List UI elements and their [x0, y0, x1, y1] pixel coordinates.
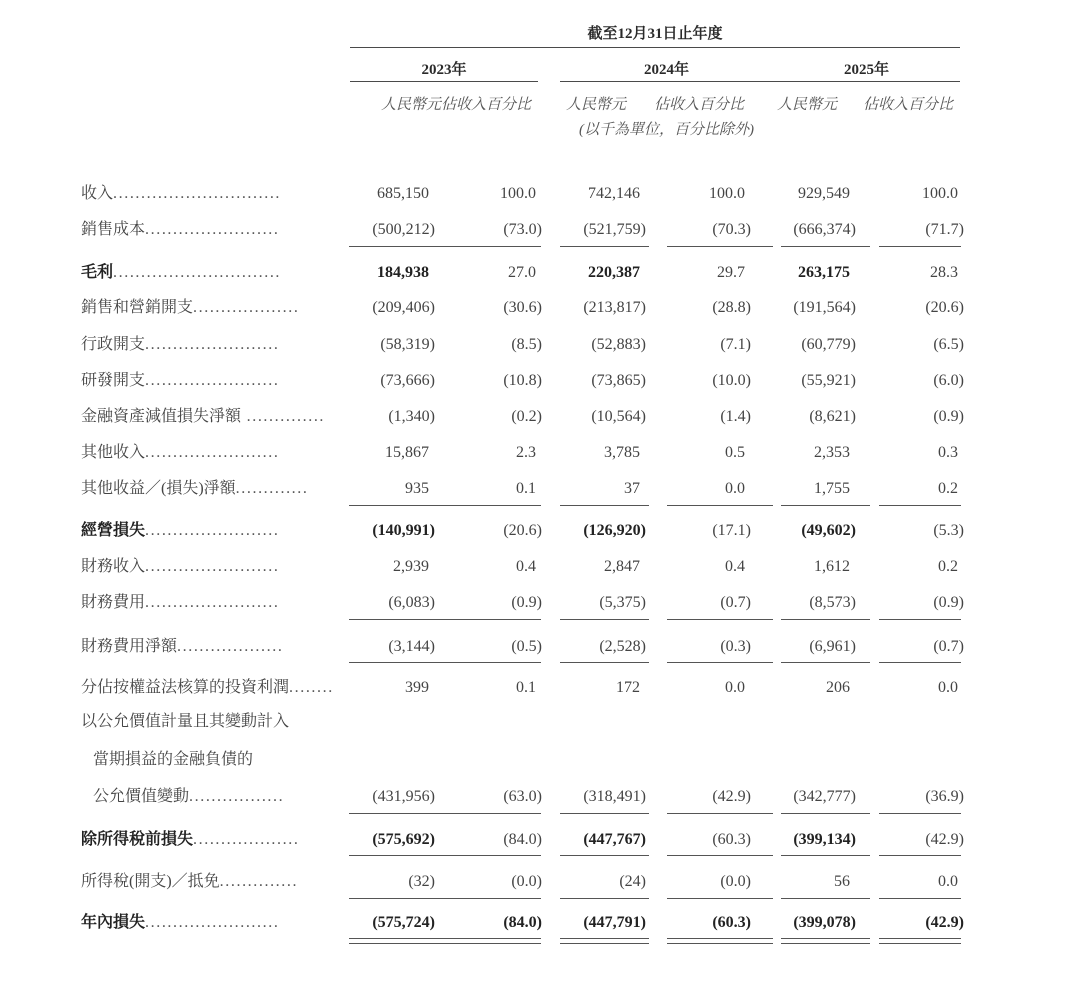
row-label	[81, 184, 323, 204]
subtotal-underline	[879, 813, 961, 814]
row-label	[81, 637, 323, 657]
cell-rmb-2024: (447,767)	[583, 831, 646, 848]
row-label-text: 財務費用	[81, 594, 146, 611]
cell-pct-2025: (71.7)	[925, 221, 964, 238]
cell-rmb-2023: (575,724)	[372, 914, 435, 931]
col-pct-2025: 佔收入百分比	[862, 97, 953, 113]
leader-dots: ..............................	[113, 264, 282, 281]
leader-dots: ........................	[145, 914, 280, 931]
subtotal-underline	[879, 246, 961, 247]
cell-pct-2025: 100.0	[922, 185, 958, 202]
col-rmb-2024: 人民幣元	[565, 97, 626, 113]
cell-rmb-2025: 929,549	[798, 185, 850, 202]
cell-pct-2025: 0.2	[938, 480, 958, 497]
cell-pct-2024: (0.7)	[720, 594, 751, 611]
cell-rmb-2023: (431,956)	[372, 788, 435, 805]
row-label-text: 分佔按權益法核算的投資利潤	[81, 679, 290, 696]
cell-rmb-2025: (6,961)	[809, 638, 856, 655]
year-2023-rule	[350, 81, 538, 82]
cell-rmb-2023: (3,144)	[388, 638, 435, 655]
cell-rmb-2023: (1,340)	[388, 408, 435, 425]
cell-pct-2024: (70.3)	[712, 221, 751, 238]
row-label-text: 以公允價值計量且其變動計入	[81, 713, 290, 730]
row-label	[93, 787, 335, 807]
cell-pct-2023: (0.0)	[511, 873, 542, 890]
cell-pct-2023: (84.0)	[503, 831, 542, 848]
cell-pct-2023: 0.1	[516, 679, 536, 696]
cell-rmb-2023: (58,319)	[380, 336, 435, 353]
cell-rmb-2025: (49,602)	[801, 522, 856, 539]
cell-rmb-2023: (140,991)	[372, 522, 435, 539]
leader-dots: ........................	[145, 594, 280, 611]
col-pct-2024: 佔收入百分比	[653, 97, 744, 113]
subtotal-underline	[667, 619, 773, 620]
cell-pct-2023: (73.0)	[503, 221, 542, 238]
cell-pct-2023: 100.0	[500, 185, 536, 202]
col-pct-2023: 佔收入百分比	[441, 97, 532, 113]
cell-rmb-2023: 685,150	[377, 185, 429, 202]
cell-pct-2025: 0.3	[938, 444, 958, 461]
row-label-text: 行政開支	[81, 336, 146, 353]
row-label	[81, 479, 323, 499]
row-label	[81, 557, 323, 577]
cell-rmb-2023: (73,666)	[380, 372, 435, 389]
row-label-text: 收入	[81, 185, 114, 202]
cell-rmb-2025: 263,175	[798, 264, 850, 281]
cell-rmb-2025: (666,374)	[793, 221, 856, 238]
cell-rmb-2025: (8,621)	[809, 408, 856, 425]
cell-rmb-2024: (24)	[619, 873, 646, 890]
subtotal-underline	[781, 505, 870, 506]
period-header: 截至12月31日止年度	[587, 26, 723, 42]
subtotal-underline	[879, 619, 961, 620]
row-label	[81, 443, 323, 463]
cell-rmb-2024: (126,920)	[583, 522, 646, 539]
leader-dots: ........................	[145, 336, 280, 353]
col-rmb-2023: 人民幣元	[380, 97, 441, 113]
leader-dots: ...................	[177, 638, 284, 655]
row-label	[81, 872, 323, 892]
subtotal-underline	[349, 855, 438, 856]
col-rmb-2025: 人民幣元	[776, 97, 837, 113]
row-label-text: 研發開支	[81, 372, 146, 389]
cell-pct-2025: (36.9)	[925, 788, 964, 805]
cell-rmb-2023: 935	[405, 480, 429, 497]
cell-pct-2023: (0.5)	[511, 638, 542, 655]
cell-rmb-2025: (399,078)	[793, 914, 856, 931]
subtotal-underline	[781, 246, 870, 247]
subtotal-underline	[667, 246, 773, 247]
total-double-underline	[435, 938, 541, 944]
row-label	[93, 750, 335, 770]
subtotal-underline	[667, 505, 773, 506]
cell-pct-2025: 0.0	[938, 679, 958, 696]
subtotal-underline	[349, 662, 438, 663]
year-2024-rule	[560, 81, 773, 82]
cell-rmb-2024: 742,146	[588, 185, 640, 202]
cell-pct-2025: (42.9)	[925, 831, 964, 848]
cell-pct-2025: (0.9)	[933, 408, 964, 425]
leader-dots: ........................	[145, 372, 280, 389]
year-2025-header: 2025年	[843, 62, 889, 78]
row-label	[81, 521, 323, 541]
cell-rmb-2024: 37	[624, 480, 640, 497]
cell-rmb-2025: (399,134)	[793, 831, 856, 848]
cell-rmb-2023: (32)	[408, 873, 435, 890]
cell-pct-2025: 28.3	[930, 264, 958, 281]
row-label-text: 金融資產減值損失淨額	[81, 408, 242, 425]
subtotal-underline	[560, 505, 649, 506]
cell-rmb-2024: 220,387	[588, 264, 640, 281]
cell-rmb-2024: (447,791)	[583, 914, 646, 931]
subtotal-underline	[435, 855, 541, 856]
subtotal-underline	[560, 855, 649, 856]
cell-rmb-2023: (6,083)	[388, 594, 435, 611]
cell-pct-2025: (6.5)	[933, 336, 964, 353]
cell-pct-2025: (0.7)	[933, 638, 964, 655]
row-label	[81, 335, 323, 355]
leader-dots: ........	[289, 679, 334, 696]
cell-pct-2024: 100.0	[709, 185, 745, 202]
total-double-underline	[560, 938, 649, 944]
subtotal-underline	[435, 619, 541, 620]
row-label	[81, 220, 323, 240]
cell-rmb-2025: 206	[826, 679, 850, 696]
row-label	[81, 298, 323, 318]
leader-dots: ........................	[145, 221, 280, 238]
leader-dots: ..............	[241, 408, 326, 425]
leader-dots: ...................	[193, 299, 300, 316]
cell-pct-2024: (0.0)	[720, 873, 751, 890]
year-2025-rule	[773, 81, 960, 82]
leader-dots: ........................	[145, 522, 280, 539]
cell-rmb-2025: (191,564)	[793, 299, 856, 316]
subtotal-underline	[560, 662, 649, 663]
cell-rmb-2024: (213,817)	[583, 299, 646, 316]
subtotal-underline	[349, 505, 438, 506]
subtotal-underline	[879, 898, 961, 899]
subtotal-underline	[667, 898, 773, 899]
cell-rmb-2024: (52,883)	[591, 336, 646, 353]
subtotal-underline	[349, 813, 438, 814]
subtotal-underline	[560, 619, 649, 620]
row-label-text: 銷售成本	[81, 221, 146, 238]
subtotal-underline	[349, 898, 438, 899]
subtotal-underline	[560, 246, 649, 247]
cell-pct-2024: (7.1)	[720, 336, 751, 353]
cell-rmb-2024: (2,528)	[599, 638, 646, 655]
subtotal-underline	[560, 898, 649, 899]
cell-pct-2024: (1.4)	[720, 408, 751, 425]
cell-pct-2024: 0.5	[725, 444, 745, 461]
cell-rmb-2023: (500,212)	[372, 221, 435, 238]
cell-pct-2025: (42.9)	[925, 914, 964, 931]
subtotal-underline	[435, 246, 541, 247]
subtotal-underline	[879, 662, 961, 663]
subtotal-underline	[349, 246, 438, 247]
total-double-underline	[781, 938, 870, 944]
year-2023-header: 2023年	[421, 62, 467, 78]
row-label	[81, 407, 326, 427]
row-label-text: 其他收益／(損失)淨額	[81, 480, 236, 497]
cell-pct-2024: (17.1)	[712, 522, 751, 539]
cell-rmb-2024: 2,847	[604, 558, 640, 575]
row-label	[81, 830, 323, 850]
leader-dots: ........................	[145, 558, 280, 575]
subtotal-underline	[879, 505, 961, 506]
total-double-underline	[349, 938, 438, 944]
cell-pct-2025: (6.0)	[933, 372, 964, 389]
row-label-text: 銷售和營銷開支	[81, 299, 194, 316]
cell-rmb-2023: 184,938	[377, 264, 429, 281]
cell-rmb-2025: 1,612	[814, 558, 850, 575]
row-label	[81, 371, 323, 391]
cell-pct-2023: (10.8)	[503, 372, 542, 389]
cell-pct-2025: (20.6)	[925, 299, 964, 316]
subtotal-underline	[435, 505, 541, 506]
row-label-text: 經營損失	[81, 522, 146, 539]
cell-rmb-2024: (318,491)	[583, 788, 646, 805]
leader-dots: ..............................	[113, 185, 282, 202]
row-label-text: 年內損失	[81, 914, 146, 931]
total-double-underline	[879, 938, 961, 944]
cell-rmb-2023: (575,692)	[372, 831, 435, 848]
subtotal-underline	[667, 662, 773, 663]
cell-pct-2024: (28.8)	[712, 299, 751, 316]
row-label	[81, 593, 323, 613]
subtotal-underline	[781, 619, 870, 620]
cell-pct-2023: (20.6)	[503, 522, 542, 539]
cell-rmb-2023: 399	[405, 679, 429, 696]
cell-pct-2023: 0.1	[516, 480, 536, 497]
total-double-underline	[667, 938, 773, 944]
subtotal-underline	[781, 855, 870, 856]
cell-rmb-2024: (73,865)	[591, 372, 646, 389]
subtotal-underline	[781, 898, 870, 899]
subtotal-underline	[781, 813, 870, 814]
cell-pct-2023: (0.9)	[511, 594, 542, 611]
row-label-text: 財務收入	[81, 558, 146, 575]
cell-pct-2024: (10.0)	[712, 372, 751, 389]
cell-pct-2023: 27.0	[508, 264, 536, 281]
cell-rmb-2024: (10,564)	[591, 408, 646, 425]
cell-rmb-2025: (60,779)	[801, 336, 856, 353]
cell-pct-2024: (60.3)	[712, 831, 751, 848]
cell-rmb-2023: (209,406)	[372, 299, 435, 316]
cell-rmb-2023: 15,867	[385, 444, 429, 461]
cell-rmb-2025: (55,921)	[801, 372, 856, 389]
cell-pct-2025: 0.0	[938, 873, 958, 890]
row-label	[81, 263, 323, 283]
cell-pct-2024: (42.9)	[712, 788, 751, 805]
cell-pct-2024: 0.0	[725, 480, 745, 497]
leader-dots: .............	[235, 480, 309, 497]
leader-dots: ...................	[193, 831, 300, 848]
row-label-text: 公允價值變動	[93, 788, 190, 805]
year-2024-header: 2024年	[643, 62, 689, 78]
subtotal-underline	[667, 813, 773, 814]
leader-dots: .................	[189, 788, 285, 805]
row-label-text: 所得稅(開支)／抵免	[81, 873, 220, 890]
leader-dots: ........................	[145, 444, 280, 461]
row-label	[81, 913, 323, 933]
cell-pct-2024: 0.0	[725, 679, 745, 696]
leader-dots: ..............	[219, 873, 299, 890]
cell-rmb-2023: 2,939	[393, 558, 429, 575]
subtotal-underline	[879, 855, 961, 856]
cell-rmb-2025: (342,777)	[793, 788, 856, 805]
cell-pct-2023: (30.6)	[503, 299, 542, 316]
subtotal-underline	[435, 662, 541, 663]
row-label-text: 當期損益的金融負債的	[93, 751, 254, 768]
row-label-text: 除所得稅前損失	[81, 831, 194, 848]
subtotal-underline	[435, 898, 541, 899]
cell-pct-2023: 2.3	[516, 444, 536, 461]
subtotal-underline	[560, 813, 649, 814]
cell-pct-2023: (8.5)	[511, 336, 542, 353]
cell-rmb-2025: (8,573)	[809, 594, 856, 611]
cell-pct-2023: (0.2)	[511, 408, 542, 425]
unit-note: (以千為單位，百分比除外)	[579, 122, 754, 138]
subtotal-underline	[435, 813, 541, 814]
subtotal-underline	[781, 662, 870, 663]
subtotal-underline	[667, 855, 773, 856]
subtotal-underline	[349, 619, 438, 620]
row-label-text: 其他收入	[81, 444, 146, 461]
header-rule	[350, 47, 960, 48]
row-label-text: 毛利	[81, 264, 114, 281]
cell-pct-2023: (63.0)	[503, 788, 542, 805]
cell-pct-2025: (0.9)	[933, 594, 964, 611]
cell-rmb-2025: 2,353	[814, 444, 850, 461]
cell-rmb-2024: (521,759)	[583, 221, 646, 238]
row-label-text: 財務費用淨額	[81, 638, 178, 655]
cell-pct-2025: 0.2	[938, 558, 958, 575]
cell-pct-2023: (84.0)	[503, 914, 542, 931]
cell-pct-2024: (0.3)	[720, 638, 751, 655]
cell-rmb-2024: 3,785	[604, 444, 640, 461]
cell-pct-2023: 0.4	[516, 558, 536, 575]
cell-rmb-2025: 56	[834, 873, 850, 890]
cell-rmb-2024: 172	[616, 679, 640, 696]
cell-pct-2024: 0.4	[725, 558, 745, 575]
cell-rmb-2025: 1,755	[814, 480, 850, 497]
cell-pct-2024: (60.3)	[712, 914, 751, 931]
cell-pct-2025: (5.3)	[933, 522, 964, 539]
row-label	[81, 712, 323, 732]
cell-pct-2024: 29.7	[717, 264, 745, 281]
row-label	[81, 678, 334, 698]
cell-rmb-2024: (5,375)	[599, 594, 646, 611]
